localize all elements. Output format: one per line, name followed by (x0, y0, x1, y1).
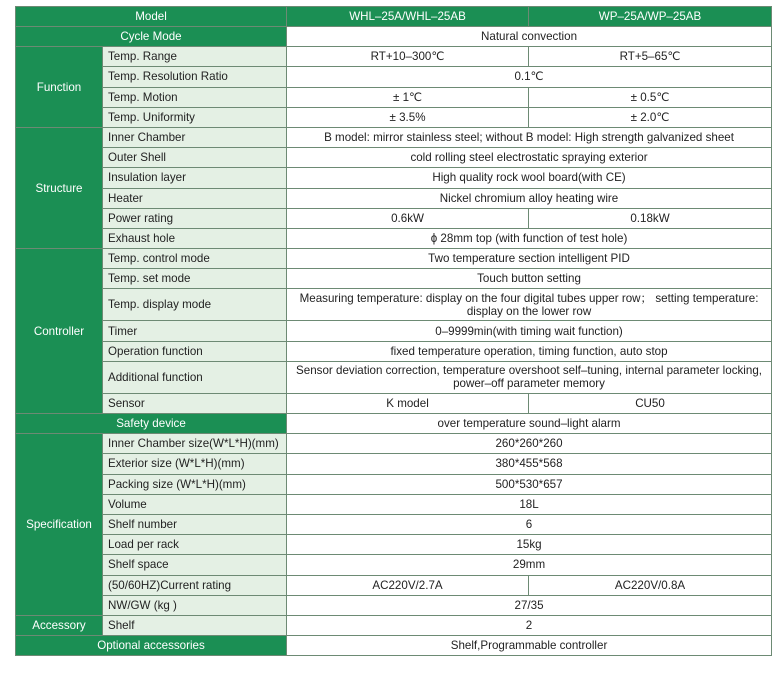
cell-value: Sensor deviation correction, temperature overshoot self–tuning, internal parameter locking, power–off parameter memory (287, 361, 772, 393)
cell-value: Measuring temperature: display on the four digital tubes upper row； setting temperature: display on the lower row (287, 289, 772, 321)
table-row (16, 434, 772, 454)
row-label: Additional function (103, 361, 287, 393)
category-controller: Controller (16, 249, 103, 414)
cell-value: cold rolling steel electrostatic spraying exterior (287, 148, 772, 168)
row-label: Shelf space (103, 555, 287, 575)
header-model-b: WP–25A/WP–25AB (529, 7, 772, 27)
table-row (16, 341, 772, 361)
cell-value: 15kg (287, 535, 772, 555)
row-label: Temp. control mode (103, 249, 287, 269)
table-row (16, 474, 772, 494)
cell-value: ± 3.5% (287, 107, 529, 127)
cell-value: 0–9999min(with timing wait function) (287, 321, 772, 341)
row-label: Power rating (103, 208, 287, 228)
cell-value: Touch button setting (287, 269, 772, 289)
row-label: Insulation layer (103, 168, 287, 188)
cell-value: 380*455*568 (287, 454, 772, 474)
row-label: Packing size (W*L*H)(mm) (103, 474, 287, 494)
row-label: (50/60HZ)Current rating (103, 575, 287, 595)
table-row (16, 494, 772, 514)
row-label: Load per rack (103, 535, 287, 555)
optional-accessories-label: Optional accessories (16, 636, 287, 656)
row-label: Volume (103, 494, 287, 514)
cell-value: 0.18kW (529, 208, 772, 228)
table-row (16, 127, 772, 147)
row-label: Inner Chamber (103, 127, 287, 147)
table-row (16, 27, 772, 47)
cell-value: Nickel chromium alloy heating wire (287, 188, 772, 208)
table-row (16, 249, 772, 269)
cell-value: over temperature sound–light alarm (287, 414, 772, 434)
cell-value: 6 (287, 514, 772, 534)
row-label: Sensor (103, 393, 287, 413)
table-row (16, 535, 772, 555)
cell-value: RT+5–65℃ (529, 47, 772, 67)
cell-value: RT+10–300℃ (287, 47, 529, 67)
cell-value: 18L (287, 494, 772, 514)
table-row (16, 321, 772, 341)
cell-value: AC220V/2.7A (287, 575, 529, 595)
cell-value: AC220V/0.8A (529, 575, 772, 595)
row-label: Exterior size (W*L*H)(mm) (103, 454, 287, 474)
header-row (16, 7, 772, 27)
header-model-label: Model (16, 7, 287, 27)
table-row (16, 228, 772, 248)
table-row (16, 269, 772, 289)
category-accessory: Accessory (16, 615, 103, 635)
row-label: Shelf (103, 615, 287, 635)
cell-value: fixed temperature operation, timing function, auto stop (287, 341, 772, 361)
cell-value: Two temperature section intelligent PID (287, 249, 772, 269)
row-label: Temp. Uniformity (103, 107, 287, 127)
cell-value: B model: mirror stainless steel; without B model: High strength galvanized sheet (287, 127, 772, 147)
cell-value: Shelf,Programmable controller (287, 636, 772, 656)
cycle-mode-value: Natural convection (287, 27, 772, 47)
table-row (16, 454, 772, 474)
table-row (16, 168, 772, 188)
cell-value: High quality rock wool board(with CE) (287, 168, 772, 188)
category-function: Function (16, 47, 103, 128)
row-label: Temp. Motion (103, 87, 287, 107)
row-label: Operation function (103, 341, 287, 361)
cell-value: ± 2.0℃ (529, 107, 772, 127)
row-label: Outer Shell (103, 148, 287, 168)
table-row (16, 555, 772, 575)
row-label: Temp. display mode (103, 289, 287, 321)
row-label: Inner Chamber size(W*L*H)(mm) (103, 434, 287, 454)
row-label: Temp. Resolution Ratio (103, 67, 287, 87)
cell-value: CU50 (529, 393, 772, 413)
cell-value: 2 (287, 615, 772, 635)
cycle-mode-label: Cycle Mode (16, 27, 287, 47)
cell-value: 29mm (287, 555, 772, 575)
row-label: Heater (103, 188, 287, 208)
table-row (16, 393, 772, 413)
table-row (16, 148, 772, 168)
cell-value: 260*260*260 (287, 434, 772, 454)
row-label: Exhaust hole (103, 228, 287, 248)
cell-value: K model (287, 393, 529, 413)
category-specification: Specification (16, 434, 103, 616)
table-row (16, 289, 772, 321)
table-row (16, 107, 772, 127)
table-row (16, 636, 772, 656)
row-label: Temp. set mode (103, 269, 287, 289)
cell-value: ϕ 28mm top (with function of test hole) (287, 228, 772, 248)
safety-device-label: Safety device (16, 414, 287, 434)
cell-value: ± 1℃ (287, 87, 529, 107)
cell-value: 0.6kW (287, 208, 529, 228)
row-label: Timer (103, 321, 287, 341)
table-row (16, 615, 772, 635)
row-label: Temp. Range (103, 47, 287, 67)
category-structure: Structure (16, 127, 103, 248)
table-row (16, 514, 772, 534)
row-label: NW/GW (kg ) (103, 595, 287, 615)
table-row (16, 361, 772, 393)
table-row (16, 208, 772, 228)
row-label: Shelf number (103, 514, 287, 534)
cell-value: 0.1℃ (287, 67, 772, 87)
table-row (16, 87, 772, 107)
header-model-a: WHL–25A/WHL–25AB (287, 7, 529, 27)
table-row (16, 414, 772, 434)
cell-value: ± 0.5℃ (529, 87, 772, 107)
table-row (16, 47, 772, 67)
cell-value: 500*530*657 (287, 474, 772, 494)
table-row (16, 595, 772, 615)
table-row (16, 575, 772, 595)
table-row (16, 67, 772, 87)
specification-table (15, 6, 772, 656)
table-row (16, 188, 772, 208)
cell-value: 27/35 (287, 595, 772, 615)
